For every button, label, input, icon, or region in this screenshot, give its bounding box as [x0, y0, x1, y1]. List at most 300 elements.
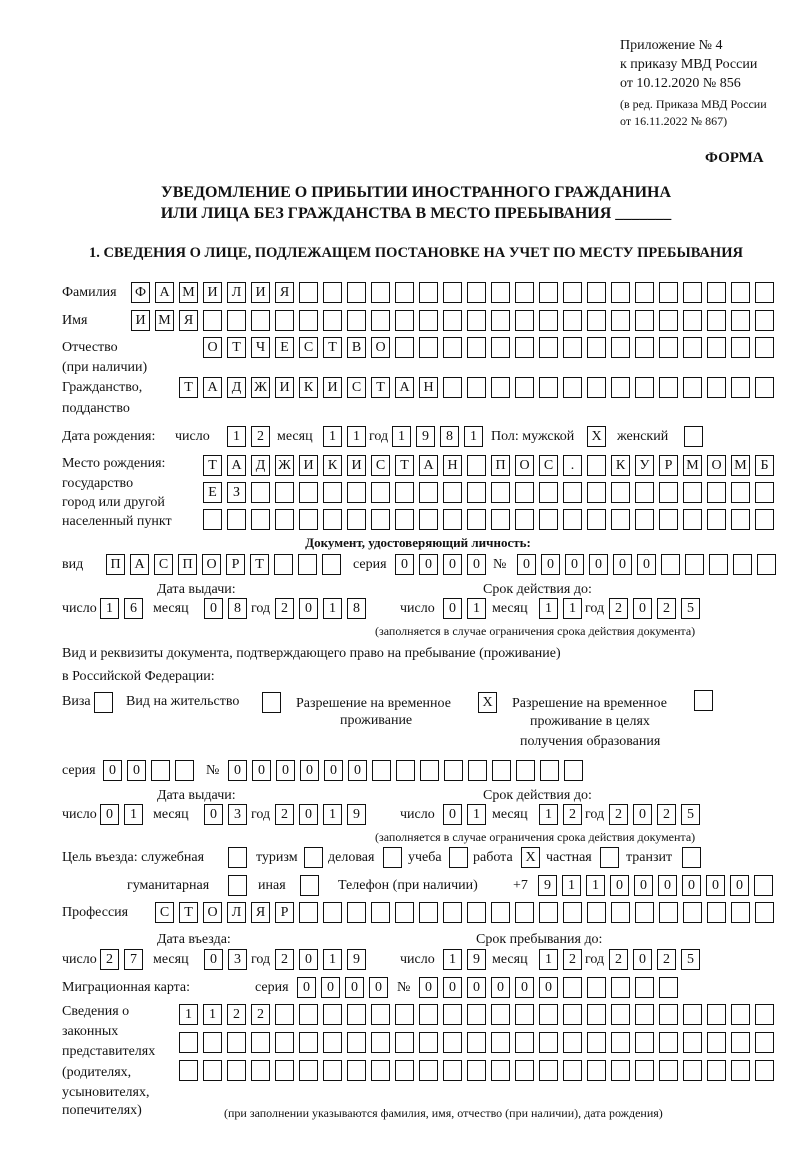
char-box[interactable]: 1: [443, 949, 462, 970]
char-box[interactable]: 2: [251, 426, 270, 447]
char-box[interactable]: 5: [681, 804, 700, 825]
char-box[interactable]: [299, 310, 318, 331]
char-box[interactable]: [539, 1032, 558, 1053]
char-box[interactable]: [539, 509, 558, 530]
char-box[interactable]: Ж: [251, 377, 270, 398]
char-box[interactable]: [419, 902, 438, 923]
char-box[interactable]: А: [130, 554, 149, 575]
char-box[interactable]: [611, 1032, 630, 1053]
char-box[interactable]: [347, 902, 366, 923]
until-year-field[interactable]: [609, 949, 700, 970]
char-box[interactable]: П: [106, 554, 125, 575]
entry-month-field[interactable]: [204, 949, 247, 970]
representatives-row-1[interactable]: [179, 1004, 774, 1025]
char-box[interactable]: 9: [347, 804, 366, 825]
char-box[interactable]: 8: [440, 426, 459, 447]
char-box[interactable]: [443, 337, 462, 358]
char-box[interactable]: 0: [633, 949, 652, 970]
char-box[interactable]: [563, 1060, 582, 1081]
id-valid-day-field[interactable]: [443, 598, 486, 619]
purpose-private-checkbox[interactable]: [600, 847, 619, 868]
char-box[interactable]: [444, 760, 463, 781]
char-box[interactable]: [587, 310, 606, 331]
char-box[interactable]: 0: [348, 760, 367, 781]
char-box[interactable]: [731, 337, 750, 358]
char-box[interactable]: [731, 1032, 750, 1053]
purpose-work-checkbox[interactable]: [521, 847, 540, 868]
char-box[interactable]: 6: [124, 598, 143, 619]
char-box[interactable]: [683, 482, 702, 503]
char-box[interactable]: [755, 1004, 774, 1025]
migration-number-field[interactable]: [419, 977, 678, 998]
char-box[interactable]: 9: [416, 426, 435, 447]
char-box[interactable]: [516, 760, 535, 781]
char-box[interactable]: М: [683, 455, 702, 476]
char-box[interactable]: [275, 1004, 294, 1025]
char-box[interactable]: [539, 1060, 558, 1081]
char-box[interactable]: [371, 310, 390, 331]
char-box[interactable]: 0: [297, 977, 316, 998]
char-box[interactable]: [515, 1004, 534, 1025]
char-box[interactable]: 1: [323, 949, 342, 970]
char-box[interactable]: 0: [127, 760, 146, 781]
char-box[interactable]: X: [587, 426, 606, 447]
char-box[interactable]: [395, 310, 414, 331]
char-box[interactable]: 0: [299, 949, 318, 970]
char-box[interactable]: [515, 337, 534, 358]
char-box[interactable]: Ф: [131, 282, 150, 303]
char-box[interactable]: [419, 282, 438, 303]
surname-field[interactable]: [131, 282, 774, 303]
char-box[interactable]: [419, 509, 438, 530]
char-box[interactable]: [179, 1032, 198, 1053]
char-box[interactable]: 0: [491, 977, 510, 998]
char-box[interactable]: [323, 482, 342, 503]
char-box[interactable]: [707, 337, 726, 358]
char-box[interactable]: [563, 337, 582, 358]
char-box[interactable]: 0: [204, 949, 223, 970]
char-box[interactable]: [467, 902, 486, 923]
char-box[interactable]: [683, 282, 702, 303]
char-box[interactable]: [371, 1004, 390, 1025]
representatives-row-2[interactable]: [179, 1032, 774, 1053]
char-box[interactable]: 1: [467, 598, 486, 619]
char-box[interactable]: 2: [657, 949, 676, 970]
patronymic-field[interactable]: [203, 337, 774, 358]
char-box[interactable]: [443, 482, 462, 503]
char-box[interactable]: [563, 1004, 582, 1025]
char-box[interactable]: 2: [609, 804, 628, 825]
char-box[interactable]: 1: [464, 426, 483, 447]
char-box[interactable]: [395, 1060, 414, 1081]
char-box[interactable]: [661, 554, 680, 575]
purpose-official-checkbox[interactable]: [228, 847, 247, 868]
char-box[interactable]: [419, 337, 438, 358]
entry-day-field[interactable]: [100, 949, 143, 970]
char-box[interactable]: [685, 554, 704, 575]
char-box[interactable]: 0: [369, 977, 388, 998]
char-box[interactable]: [179, 1060, 198, 1081]
char-box[interactable]: [707, 902, 726, 923]
char-box[interactable]: [635, 977, 654, 998]
char-box[interactable]: Д: [227, 377, 246, 398]
birthplace-row-2[interactable]: [203, 482, 774, 503]
char-box[interactable]: [443, 509, 462, 530]
id-issue-day-field[interactable]: [100, 598, 143, 619]
char-box[interactable]: [467, 310, 486, 331]
char-box[interactable]: [419, 310, 438, 331]
char-box[interactable]: [587, 977, 606, 998]
char-box[interactable]: Т: [371, 377, 390, 398]
char-box[interactable]: [491, 1004, 510, 1025]
char-box[interactable]: [515, 282, 534, 303]
char-box[interactable]: 0: [658, 875, 677, 896]
char-box[interactable]: [611, 902, 630, 923]
char-box[interactable]: Т: [203, 455, 222, 476]
char-box[interactable]: С: [155, 902, 174, 923]
char-box[interactable]: [659, 902, 678, 923]
char-box[interactable]: [731, 902, 750, 923]
char-box[interactable]: [395, 1004, 414, 1025]
char-box[interactable]: [682, 847, 701, 868]
temp-permit-checkbox[interactable]: [478, 692, 497, 713]
char-box[interactable]: X: [521, 847, 540, 868]
char-box[interactable]: [635, 282, 654, 303]
char-box[interactable]: Н: [443, 455, 462, 476]
char-box[interactable]: [395, 282, 414, 303]
char-box[interactable]: 5: [681, 949, 700, 970]
char-box[interactable]: 2: [100, 949, 119, 970]
char-box[interactable]: [539, 282, 558, 303]
char-box[interactable]: [755, 482, 774, 503]
char-box[interactable]: [539, 482, 558, 503]
entry-year-field[interactable]: [275, 949, 366, 970]
char-box[interactable]: И: [251, 282, 270, 303]
char-box[interactable]: [515, 377, 534, 398]
char-box[interactable]: 1: [467, 804, 486, 825]
char-box[interactable]: 1: [563, 598, 582, 619]
char-box[interactable]: [587, 509, 606, 530]
char-box[interactable]: [299, 902, 318, 923]
char-box[interactable]: 1: [323, 598, 342, 619]
birthplace-row-1[interactable]: [203, 455, 774, 476]
char-box[interactable]: [563, 902, 582, 923]
char-box[interactable]: [515, 509, 534, 530]
purpose-tourism-checkbox[interactable]: [304, 847, 323, 868]
id-valid-month-field[interactable]: [539, 598, 582, 619]
char-box[interactable]: [659, 377, 678, 398]
char-box[interactable]: В: [347, 337, 366, 358]
char-box[interactable]: [299, 1032, 318, 1053]
char-box[interactable]: 0: [589, 554, 608, 575]
char-box[interactable]: [395, 1032, 414, 1053]
until-day-field[interactable]: [443, 949, 486, 970]
char-box[interactable]: [707, 310, 726, 331]
char-box[interactable]: [443, 1032, 462, 1053]
char-box[interactable]: [635, 310, 654, 331]
char-box[interactable]: К: [323, 455, 342, 476]
char-box[interactable]: [659, 1004, 678, 1025]
char-box[interactable]: [564, 760, 583, 781]
char-box[interactable]: X: [478, 692, 497, 713]
char-box[interactable]: [731, 282, 750, 303]
char-box[interactable]: 0: [467, 554, 486, 575]
char-box[interactable]: [731, 377, 750, 398]
char-box[interactable]: С: [154, 554, 173, 575]
char-box[interactable]: 0: [467, 977, 486, 998]
char-box[interactable]: [227, 509, 246, 530]
id-type-field[interactable]: [106, 554, 341, 575]
char-box[interactable]: С: [371, 455, 390, 476]
char-box[interactable]: [347, 310, 366, 331]
char-box[interactable]: [491, 377, 510, 398]
char-box[interactable]: Р: [226, 554, 245, 575]
char-box[interactable]: [491, 310, 510, 331]
char-box[interactable]: 0: [345, 977, 364, 998]
char-box[interactable]: [371, 1060, 390, 1081]
char-box[interactable]: [733, 554, 752, 575]
char-box[interactable]: 0: [682, 875, 701, 896]
purpose-study-checkbox[interactable]: [449, 847, 468, 868]
char-box[interactable]: [227, 310, 246, 331]
edu-permit-checkbox[interactable]: [694, 690, 713, 711]
char-box[interactable]: Б: [755, 455, 774, 476]
residence-permit-checkbox[interactable]: [262, 692, 281, 713]
char-box[interactable]: [659, 1032, 678, 1053]
char-box[interactable]: [731, 310, 750, 331]
char-box[interactable]: .: [563, 455, 582, 476]
char-box[interactable]: 0: [299, 804, 318, 825]
birthplace-row-3[interactable]: [203, 509, 774, 530]
char-box[interactable]: [587, 282, 606, 303]
char-box[interactable]: 1: [562, 875, 581, 896]
char-box[interactable]: [587, 337, 606, 358]
char-box[interactable]: [611, 377, 630, 398]
char-box[interactable]: У: [635, 455, 654, 476]
char-box[interactable]: Д: [251, 455, 270, 476]
char-box[interactable]: 9: [538, 875, 557, 896]
char-box[interactable]: С: [347, 377, 366, 398]
char-box[interactable]: К: [611, 455, 630, 476]
char-box[interactable]: М: [155, 310, 174, 331]
char-box[interactable]: [227, 1032, 246, 1053]
char-box[interactable]: Л: [227, 282, 246, 303]
char-box[interactable]: О: [202, 554, 221, 575]
char-box[interactable]: [635, 337, 654, 358]
char-box[interactable]: 7: [124, 949, 143, 970]
char-box[interactable]: [540, 760, 559, 781]
char-box[interactable]: [611, 282, 630, 303]
char-box[interactable]: 2: [275, 598, 294, 619]
char-box[interactable]: 1: [100, 598, 119, 619]
char-box[interactable]: Я: [179, 310, 198, 331]
char-box[interactable]: [539, 310, 558, 331]
citizenship-field[interactable]: [179, 377, 774, 398]
id-number-field[interactable]: [517, 554, 776, 575]
char-box[interactable]: [515, 310, 534, 331]
char-box[interactable]: [151, 760, 170, 781]
char-box[interactable]: [683, 902, 702, 923]
char-box[interactable]: [563, 310, 582, 331]
char-box[interactable]: [347, 1060, 366, 1081]
char-box[interactable]: [659, 282, 678, 303]
char-box[interactable]: [611, 1060, 630, 1081]
char-box[interactable]: [322, 554, 341, 575]
char-box[interactable]: [563, 977, 582, 998]
char-box[interactable]: [323, 1060, 342, 1081]
char-box[interactable]: 9: [347, 949, 366, 970]
char-box[interactable]: [228, 875, 247, 896]
char-box[interactable]: [635, 1060, 654, 1081]
char-box[interactable]: [383, 847, 402, 868]
char-box[interactable]: [754, 875, 773, 896]
id-valid-year-field[interactable]: [609, 598, 700, 619]
char-box[interactable]: [659, 1060, 678, 1081]
char-box[interactable]: 1: [179, 1004, 198, 1025]
char-box[interactable]: [467, 1032, 486, 1053]
res-issue-day-field[interactable]: [100, 804, 143, 825]
char-box[interactable]: Л: [227, 902, 246, 923]
char-box[interactable]: [323, 1004, 342, 1025]
char-box[interactable]: [707, 377, 726, 398]
char-box[interactable]: К: [299, 377, 318, 398]
char-box[interactable]: [611, 310, 630, 331]
char-box[interactable]: П: [491, 455, 510, 476]
char-box[interactable]: [251, 509, 270, 530]
res-series-field[interactable]: [103, 760, 194, 781]
char-box[interactable]: [635, 482, 654, 503]
sex-male-checkbox[interactable]: [587, 426, 606, 447]
char-box[interactable]: [371, 902, 390, 923]
char-box[interactable]: А: [395, 377, 414, 398]
char-box[interactable]: [395, 902, 414, 923]
char-box[interactable]: [755, 337, 774, 358]
char-box[interactable]: П: [178, 554, 197, 575]
char-box[interactable]: [563, 1032, 582, 1053]
char-box[interactable]: 0: [276, 760, 295, 781]
char-box[interactable]: Е: [203, 482, 222, 503]
char-box[interactable]: [587, 902, 606, 923]
char-box[interactable]: [539, 337, 558, 358]
char-box[interactable]: [563, 282, 582, 303]
char-box[interactable]: 1: [539, 804, 558, 825]
char-box[interactable]: [587, 1032, 606, 1053]
migration-series-field[interactable]: [297, 977, 388, 998]
char-box[interactable]: 0: [517, 554, 536, 575]
char-box[interactable]: [251, 482, 270, 503]
char-box[interactable]: [323, 1032, 342, 1053]
purpose-other-checkbox[interactable]: [300, 875, 319, 896]
char-box[interactable]: [395, 482, 414, 503]
char-box[interactable]: [203, 310, 222, 331]
char-box[interactable]: [611, 509, 630, 530]
char-box[interactable]: [274, 554, 293, 575]
char-box[interactable]: 2: [657, 804, 676, 825]
char-box[interactable]: [419, 1060, 438, 1081]
char-box[interactable]: [707, 1004, 726, 1025]
char-box[interactable]: [299, 1060, 318, 1081]
char-box[interactable]: [491, 1060, 510, 1081]
char-box[interactable]: [492, 760, 511, 781]
char-box[interactable]: 0: [610, 875, 629, 896]
char-box[interactable]: [755, 310, 774, 331]
char-box[interactable]: [371, 282, 390, 303]
profession-field[interactable]: [155, 902, 774, 923]
char-box[interactable]: 0: [730, 875, 749, 896]
char-box[interactable]: [203, 1032, 222, 1053]
char-box[interactable]: [600, 847, 619, 868]
char-box[interactable]: [443, 1004, 462, 1025]
char-box[interactable]: 0: [228, 760, 247, 781]
char-box[interactable]: 2: [227, 1004, 246, 1025]
char-box[interactable]: 1: [124, 804, 143, 825]
char-box[interactable]: 0: [395, 554, 414, 575]
birth-day-field[interactable]: [227, 426, 270, 447]
char-box[interactable]: 0: [321, 977, 340, 998]
char-box[interactable]: [515, 902, 534, 923]
char-box[interactable]: А: [203, 377, 222, 398]
char-box[interactable]: 0: [419, 554, 438, 575]
char-box[interactable]: [347, 1032, 366, 1053]
char-box[interactable]: [731, 1004, 750, 1025]
res-issue-month-field[interactable]: [204, 804, 247, 825]
char-box[interactable]: [467, 482, 486, 503]
char-box[interactable]: [587, 1060, 606, 1081]
char-box[interactable]: [372, 760, 391, 781]
char-box[interactable]: [491, 337, 510, 358]
char-box[interactable]: 2: [563, 804, 582, 825]
res-issue-year-field[interactable]: [275, 804, 366, 825]
char-box[interactable]: [587, 1004, 606, 1025]
char-box[interactable]: [659, 337, 678, 358]
char-box[interactable]: [347, 1004, 366, 1025]
char-box[interactable]: 0: [100, 804, 119, 825]
char-box[interactable]: [491, 509, 510, 530]
char-box[interactable]: [563, 482, 582, 503]
char-box[interactable]: [539, 902, 558, 923]
purpose-transit-checkbox[interactable]: [682, 847, 701, 868]
char-box[interactable]: [323, 902, 342, 923]
char-box[interactable]: [251, 310, 270, 331]
char-box[interactable]: 2: [275, 804, 294, 825]
char-box[interactable]: 0: [541, 554, 560, 575]
char-box[interactable]: [755, 1032, 774, 1053]
char-box[interactable]: Т: [179, 902, 198, 923]
char-box[interactable]: Р: [659, 455, 678, 476]
char-box[interactable]: 0: [706, 875, 725, 896]
char-box[interactable]: [347, 282, 366, 303]
char-box[interactable]: [539, 1004, 558, 1025]
char-box[interactable]: [709, 554, 728, 575]
sex-female-checkbox[interactable]: [684, 426, 703, 447]
char-box[interactable]: [275, 1060, 294, 1081]
char-box[interactable]: [755, 509, 774, 530]
res-valid-year-field[interactable]: [609, 804, 700, 825]
char-box[interactable]: [395, 337, 414, 358]
char-box[interactable]: И: [323, 377, 342, 398]
char-box[interactable]: [299, 509, 318, 530]
char-box[interactable]: [755, 282, 774, 303]
char-box[interactable]: [683, 1060, 702, 1081]
char-box[interactable]: 0: [565, 554, 584, 575]
char-box[interactable]: 1: [323, 426, 342, 447]
char-box[interactable]: [491, 282, 510, 303]
char-box[interactable]: И: [299, 455, 318, 476]
char-box[interactable]: Т: [323, 337, 342, 358]
representatives-row-3[interactable]: [179, 1060, 774, 1081]
char-box[interactable]: [443, 282, 462, 303]
char-box[interactable]: [228, 847, 247, 868]
